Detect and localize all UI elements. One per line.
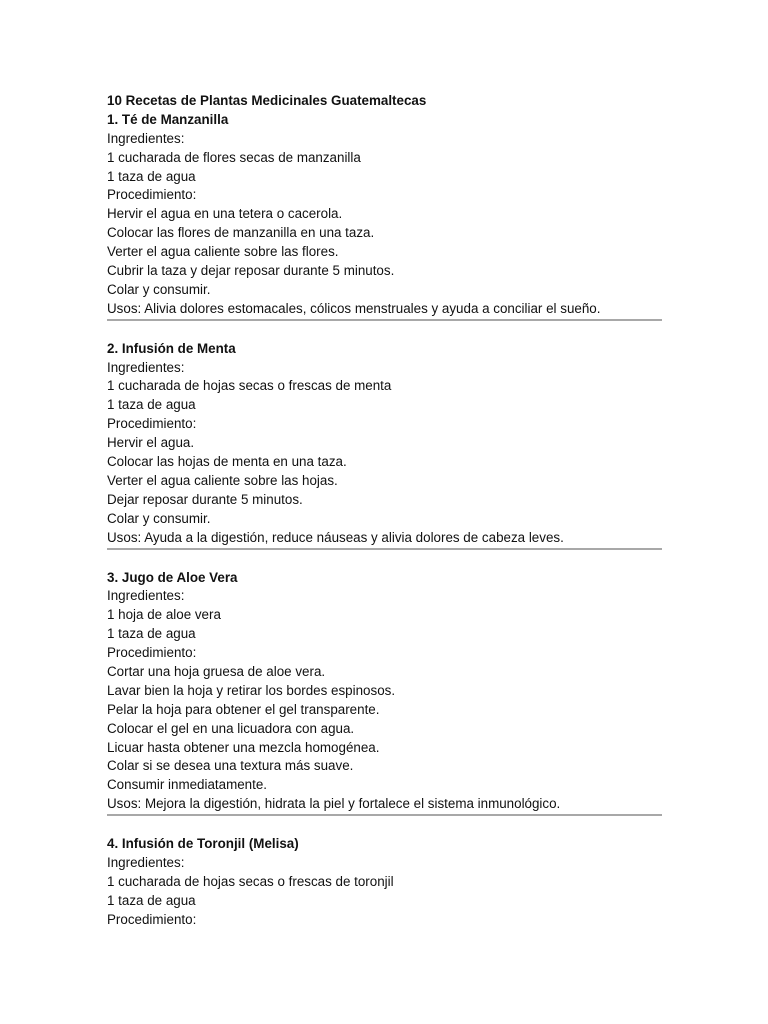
recipe-line: Colar y consumir. — [107, 281, 211, 297]
recipe-uses: Usos: Alivia dolores estomacales, cólicos menstruales y ayuda a conciliar el sueño. — [107, 300, 601, 316]
recipe-line: Colocar las hojas de menta en una taza. — [107, 454, 347, 470]
recipe-line: Ingredientes: — [107, 130, 185, 146]
recipe-line: Procedimiento: — [107, 911, 197, 927]
section-divider — [107, 319, 662, 321]
recipe-heading: 3. Jugo de Aloe Vera — [107, 569, 238, 585]
recipe-line: 1 taza de agua — [107, 626, 196, 642]
recipe-line: 1 hoja de aloe vera — [107, 607, 221, 623]
recipe-line: 1 cucharada de hojas secas o frescas de menta — [107, 378, 392, 394]
recipe-section — [107, 340, 662, 550]
section-divider — [107, 548, 662, 550]
recipe-line: Ingredientes: — [107, 588, 185, 604]
recipe-line: Pelar la hoja para obtener el gel transparente. — [107, 701, 380, 717]
recipe-uses: Usos: Ayuda a la digestión, reduce náuseas y alivia dolores de cabeza leves. — [107, 529, 564, 545]
document-title: 10 Recetas de Plantas Medicinales Guatemaltecas — [107, 93, 427, 108]
recipe-line: Colocar el gel en una licuadora con agua. — [107, 720, 355, 736]
recipe-line: Verter el agua caliente sobre las flores. — [107, 244, 339, 260]
recipe-line: Cortar una hoja gruesa de aloe vera. — [107, 663, 326, 679]
recipe-line: 1 cucharada de flores secas de manzanilla — [107, 149, 361, 165]
recipe-line: Ingredientes: — [107, 854, 185, 870]
recipe-line: Cubrir la taza y dejar reposar durante 5 minutos. — [107, 263, 395, 279]
recipe-line: 1 taza de agua — [107, 892, 196, 908]
recipe-line: Procedimiento: — [107, 645, 197, 661]
recipe-line: Hervir el agua. — [107, 435, 195, 451]
section-divider — [107, 814, 662, 816]
recipe-line: Lavar bien la hoja y retirar los bordes espinosos. — [107, 682, 396, 698]
recipe-line: 1 taza de agua — [107, 168, 196, 184]
recipe-section — [107, 835, 662, 929]
recipe-line: Licuar hasta obtener una mezcla homogénea. — [107, 739, 380, 755]
recipe-line: Procedimiento: — [107, 187, 197, 203]
recipe-heading: 4. Infusión de Toronjil (Melisa) — [107, 836, 299, 852]
recipe-line: Dejar reposar durante 5 minutos. — [107, 491, 303, 507]
recipe-section — [107, 111, 662, 321]
document-page — [107, 92, 662, 930]
recipe-line: Consumir inmediatamente. — [107, 777, 268, 793]
recipe-line: Verter el agua caliente sobre las hojas. — [107, 472, 338, 488]
recipe-line: Ingredientes: — [107, 359, 185, 375]
recipe-heading: 1. Té de Manzanilla — [107, 111, 229, 127]
recipe-uses: Usos: Mejora la digestión, hidrata la piel y fortalece el sistema inmunológico. — [107, 796, 561, 812]
recipe-line: Hervir el agua en una tetera o cacerola. — [107, 206, 343, 222]
recipe-line: Procedimiento: — [107, 416, 197, 432]
recipe-heading: 2. Infusión de Menta — [107, 340, 236, 356]
recipe-line: 1 cucharada de hojas secas o frescas de toronjil — [107, 873, 394, 889]
recipe-line: Colar si se desea una textura más suave. — [107, 758, 354, 774]
recipe-line: Colocar las flores de manzanilla en una taza. — [107, 225, 375, 241]
recipe-line: 1 taza de agua — [107, 397, 196, 413]
recipe-section — [107, 569, 662, 817]
recipe-line: Colar y consumir. — [107, 510, 211, 526]
